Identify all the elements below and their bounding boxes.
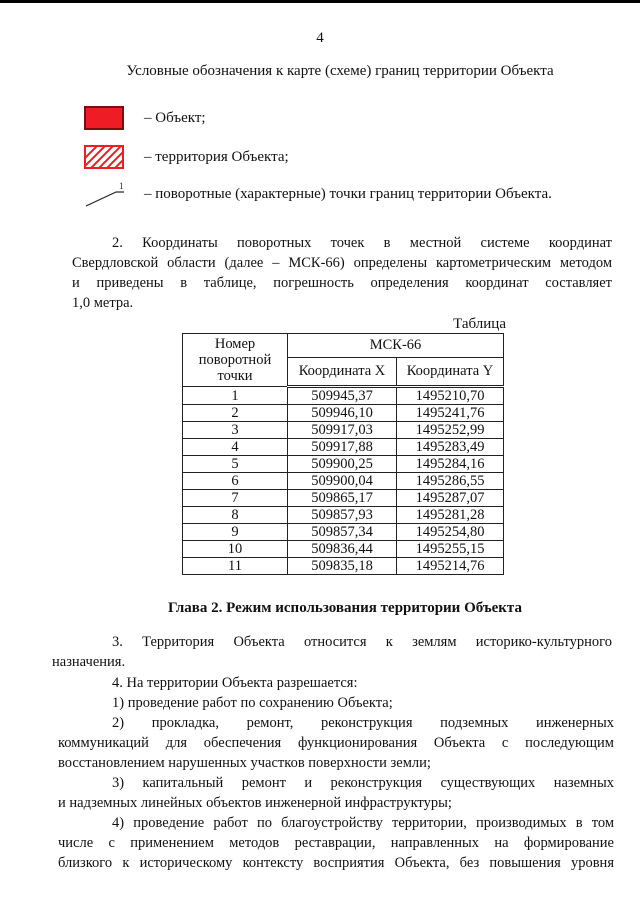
header-system: МСК-66 bbox=[288, 334, 504, 358]
coord-x-cell: 509945,37 bbox=[288, 387, 397, 405]
page-number: 4 bbox=[316, 30, 324, 46]
point-number-cell: 9 bbox=[183, 524, 288, 541]
header-coord-x: Координата X bbox=[288, 357, 397, 386]
coord-y-cell: 1495252,99 bbox=[397, 422, 504, 439]
paragraph-line: и приведены в таблице, погрешность определения координат составляет bbox=[72, 275, 612, 291]
list-item-4 bbox=[58, 813, 614, 873]
table-row bbox=[183, 541, 504, 558]
table-row bbox=[183, 405, 504, 422]
table-row bbox=[183, 387, 504, 405]
point-number-cell: 4 bbox=[183, 439, 288, 456]
coord-x-cell: 509836,44 bbox=[288, 541, 397, 558]
list-item-1 bbox=[72, 693, 612, 713]
legend-item-label: – Объект; bbox=[144, 110, 206, 126]
turning-point-icon bbox=[84, 182, 124, 210]
paragraph-line: и надземных линейных объектов инженерной инфраструктуры; bbox=[58, 795, 452, 811]
paragraph-line: 4) проведение работ по благоустройству территории, производимых в том bbox=[112, 815, 614, 831]
paragraph-line: 2) прокладка, ремонт, реконструкция подземных инженерных bbox=[112, 715, 614, 731]
table-row bbox=[183, 473, 504, 490]
coord-y-cell: 1495241,76 bbox=[397, 405, 504, 422]
point-number-cell: 7 bbox=[183, 490, 288, 507]
paragraph-line: Свердловской области (далее – МСК-66) определены картометрическим методом bbox=[72, 255, 612, 271]
table-row bbox=[183, 456, 504, 473]
coord-x-cell: 509900,25 bbox=[288, 456, 397, 473]
turning-point-label: 1 bbox=[119, 182, 124, 191]
paragraph-line: назначения. bbox=[52, 654, 126, 670]
paragraph-line: 4. На территории Объекта разрешается: bbox=[112, 675, 358, 691]
coord-y-cell: 1495284,16 bbox=[397, 456, 504, 473]
table-row bbox=[183, 422, 504, 439]
header-coord-y: Координата Y bbox=[397, 357, 504, 386]
coord-y-cell: 1495283,49 bbox=[397, 439, 504, 456]
paragraph-line: восстановлением нарушенных участков поверхности земли; bbox=[58, 755, 431, 771]
coord-y-cell: 1495287,07 bbox=[397, 490, 504, 507]
paragraph-line: 3) капитальный ремонт и реконструкция существующих наземных bbox=[112, 775, 614, 791]
point-number-cell: 3 bbox=[183, 422, 288, 439]
territory-hatch-icon bbox=[84, 145, 124, 169]
point-number-cell: 6 bbox=[183, 473, 288, 490]
list-item-3 bbox=[58, 773, 614, 813]
table-caption: Таблица bbox=[453, 316, 506, 332]
coord-y-cell: 1495281,28 bbox=[397, 507, 504, 524]
paragraph-3 bbox=[52, 632, 612, 672]
list-item-2 bbox=[58, 713, 614, 773]
coord-x-cell: 509835,18 bbox=[288, 558, 397, 575]
paragraph-line: 1,0 метра. bbox=[72, 295, 134, 311]
object-fill-icon bbox=[84, 106, 124, 130]
paragraph-line: 3. Территория Объекта относится к землям историко-культурного bbox=[112, 634, 612, 650]
table-row bbox=[183, 490, 504, 507]
point-number-cell: 5 bbox=[183, 456, 288, 473]
scan-edge bbox=[0, 0, 640, 3]
point-number-cell: 8 bbox=[183, 507, 288, 524]
table-row bbox=[183, 558, 504, 575]
legend-item-label: – территория Объекта; bbox=[144, 149, 289, 165]
point-number-cell: 10 bbox=[183, 541, 288, 558]
paragraph-line: 2. Координаты поворотных точек в местной системе координат bbox=[112, 235, 612, 251]
coord-x-cell: 509946,10 bbox=[288, 405, 397, 422]
coord-x-cell: 509857,34 bbox=[288, 524, 397, 541]
coord-y-cell: 1495255,15 bbox=[397, 541, 504, 558]
paragraph-line: коммуникаций для обеспечения функционирования Объекта с последующим bbox=[58, 735, 614, 751]
legend-item-label: – поворотные (характерные) точки границ территории Объекта. bbox=[144, 186, 552, 202]
legend-title: Условные обозначения к карте (схеме) границ территории Объекта bbox=[126, 63, 554, 79]
header-point-number: Номер поворотной точки bbox=[183, 334, 288, 387]
coord-x-cell: 509865,17 bbox=[288, 490, 397, 507]
coord-x-cell: 509900,04 bbox=[288, 473, 397, 490]
point-number-cell: 2 bbox=[183, 405, 288, 422]
coord-y-cell: 1495214,76 bbox=[397, 558, 504, 575]
chapter-title: Глава 2. Режим использования территории Объекта bbox=[168, 600, 522, 616]
paragraph-line: числе с применением методов реставрации, направленных на формирование bbox=[58, 835, 614, 851]
point-number-cell: 11 bbox=[183, 558, 288, 575]
table-row bbox=[183, 524, 504, 541]
paragraph-4 bbox=[72, 673, 612, 693]
paragraph-line: 1) проведение работ по сохранению Объекта; bbox=[112, 695, 393, 711]
paragraph-line: близкого к историческому контексту восприятия Объекта, без повышения уровня bbox=[58, 855, 614, 871]
point-number-cell: 1 bbox=[183, 387, 288, 405]
table-row bbox=[183, 507, 504, 524]
coord-y-cell: 1495210,70 bbox=[397, 387, 504, 405]
coord-x-cell: 509917,88 bbox=[288, 439, 397, 456]
coord-x-cell: 509857,93 bbox=[288, 507, 397, 524]
coord-y-cell: 1495286,55 bbox=[397, 473, 504, 490]
coord-y-cell: 1495254,80 bbox=[397, 524, 504, 541]
coord-x-cell: 509917,03 bbox=[288, 422, 397, 439]
coordinates-table bbox=[182, 333, 504, 575]
paragraph-coordinates bbox=[72, 233, 612, 313]
table-row bbox=[183, 439, 504, 456]
